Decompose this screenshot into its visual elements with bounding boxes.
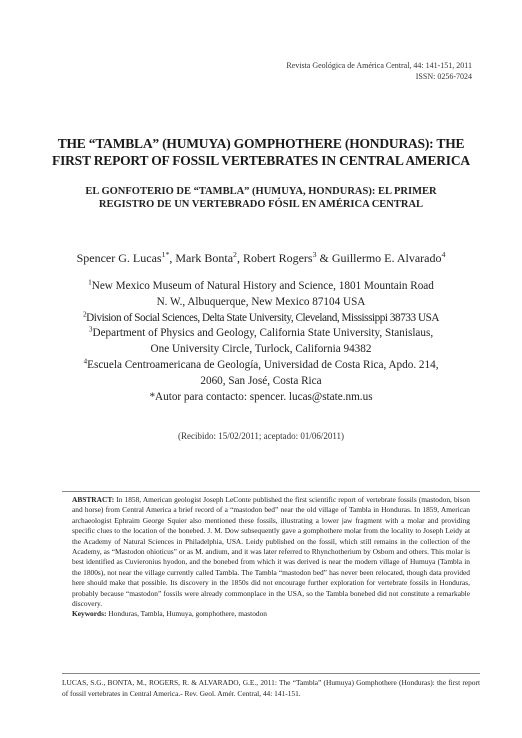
abstract-paragraph — [72, 495, 470, 609]
abstract-label: ABSTRACT: — [72, 495, 115, 504]
affiliations — [48, 279, 474, 405]
affiliation-text: Department of Physics and Geology, California State University, Stanislaus, — [92, 327, 434, 340]
affiliation-superscript: 1 — [88, 278, 92, 287]
author-superscript: 2 — [233, 250, 237, 259]
affiliation-text: Escuela Centroamericana de Geología, Universidad de Costa Rica, Apdo. 214, — [87, 358, 439, 371]
title-spanish-line2: REGISTRO DE UN VERTEBRADO FÓSIL EN AMÉRICA CENTRAL — [98, 199, 424, 210]
affiliation-line — [48, 358, 474, 374]
journal-name: Revista Geológica de América Central, 44: 141-151, 2011 — [286, 61, 472, 70]
title-english — [40, 135, 482, 169]
affiliation-superscript: 4 — [83, 357, 88, 366]
title-english-line1: THE “TAMBLA” (HUMUYA) GOMPHOTHERE (HONDURAS): THE — [57, 136, 465, 151]
title-spanish — [60, 185, 462, 211]
journal-issn: ISSN: 0256-7024 — [415, 72, 472, 81]
affiliation-line — [48, 279, 474, 295]
abstract-section — [62, 491, 480, 620]
affiliation-text: N. W., Albuquerque, New Mexico 87104 USA — [156, 295, 366, 308]
affiliation-text: 2060, San José, Costa Rica — [200, 374, 322, 387]
keywords-line — [72, 609, 470, 619]
affiliation-text: Division of Social Sciences, Delta State University, Cleveland, Mississippi 38733 USA — [86, 311, 440, 324]
received-dates: (Recibido: 15/02/2011; aceptado: 01/06/2011) — [177, 431, 345, 441]
keywords-label: Keywords: — [72, 609, 107, 619]
author-name: & Guillermo E. Alvarado — [316, 251, 442, 265]
affiliation-text: One University Circle, Turlock, California 94382 — [150, 343, 372, 356]
affiliation-superscript: 3 — [88, 325, 93, 334]
abstract-text: In 1858, American geologist Joseph LeConte published the first scientific report of vertebrate fossils (mastodon, bison and horse) from Central America a brief record of a “mastodon bed” near the old village of Tambla in Honduras. In 1859, American archaeologist Ephraim George Squier also mentioned these fossils, illustrating a lower jaw fragment with a molar and providing specific clues to the location of the bonebed. J. M. Dow subsequently gave a gomphothere molar from the locality to Joseph Leidy at the Academy of Natural Sciences in Philadelphia, USA. Leidy published on the fossil, which still remains in the collection of the Academy, as “Mastodon ohioticus” or as M. andium, and it was later referred to Rhynchotherium by Osborn and others. This molar is best identified as Cuvieronius hyodon, and the bonebed from which it was derived is near the modern village of Humuya (Tambla in the 1800s), not near the village currently called Tambla. The Tambla “mastodon bed” has never been relocated, though data provided here should make that possible. Its discovery in the 1850s did not encourage further exploration for vertebrate fossils in Honduras, probably because “mastodon” fossils were already commonplace in the USA, so the Tambla bonebed did not constitute a remarkable discovery. — [72, 495, 470, 609]
journal-header — [286, 60, 472, 82]
contact-email: *Autor para contacto: spencer. lucas@state.nm.us — [149, 390, 373, 403]
author-superscript: 4 — [441, 250, 446, 259]
author-superscript: 1* — [161, 250, 170, 259]
affiliation-text: New Mexico Museum of Natural History and Science, 1801 Mountain Road — [91, 280, 434, 292]
affiliation-superscript: 2 — [82, 309, 87, 318]
citation: LUCAS, S.G., BONTA, M., ROGERS, R. & ALVARADO, G.E., 2011: The “Tambla” (Humuya) Gomphothere (Honduras): the first report of fossil vertebrates in Central America.- Rev. Geol. Amér. Central, 44: 141-151. — [62, 673, 480, 699]
author-name: , Robert Rogers — [236, 251, 313, 265]
affiliation-line — [48, 295, 474, 311]
keywords-text: Honduras, Tambla, Humuya, gomphothere, mastodon — [106, 609, 267, 619]
affiliation-line — [48, 342, 474, 358]
author-superscript: 3 — [312, 250, 317, 259]
title-english-line2: FIRST REPORT OF FOSSIL VERTEBRATES IN CENTRAL AMERICA — [52, 153, 470, 168]
affiliation-line — [48, 311, 474, 327]
author-name: Spencer G. Lucas — [76, 251, 162, 265]
author-name: , Mark Bonta — [169, 251, 234, 265]
author-list — [40, 251, 482, 266]
affiliation-line — [48, 374, 474, 390]
title-spanish-line1: EL GONFOTERIO DE “TAMBLA” (HUMUYA, HONDURAS): EL PRIMER — [85, 186, 437, 197]
affiliation-line — [48, 326, 474, 342]
